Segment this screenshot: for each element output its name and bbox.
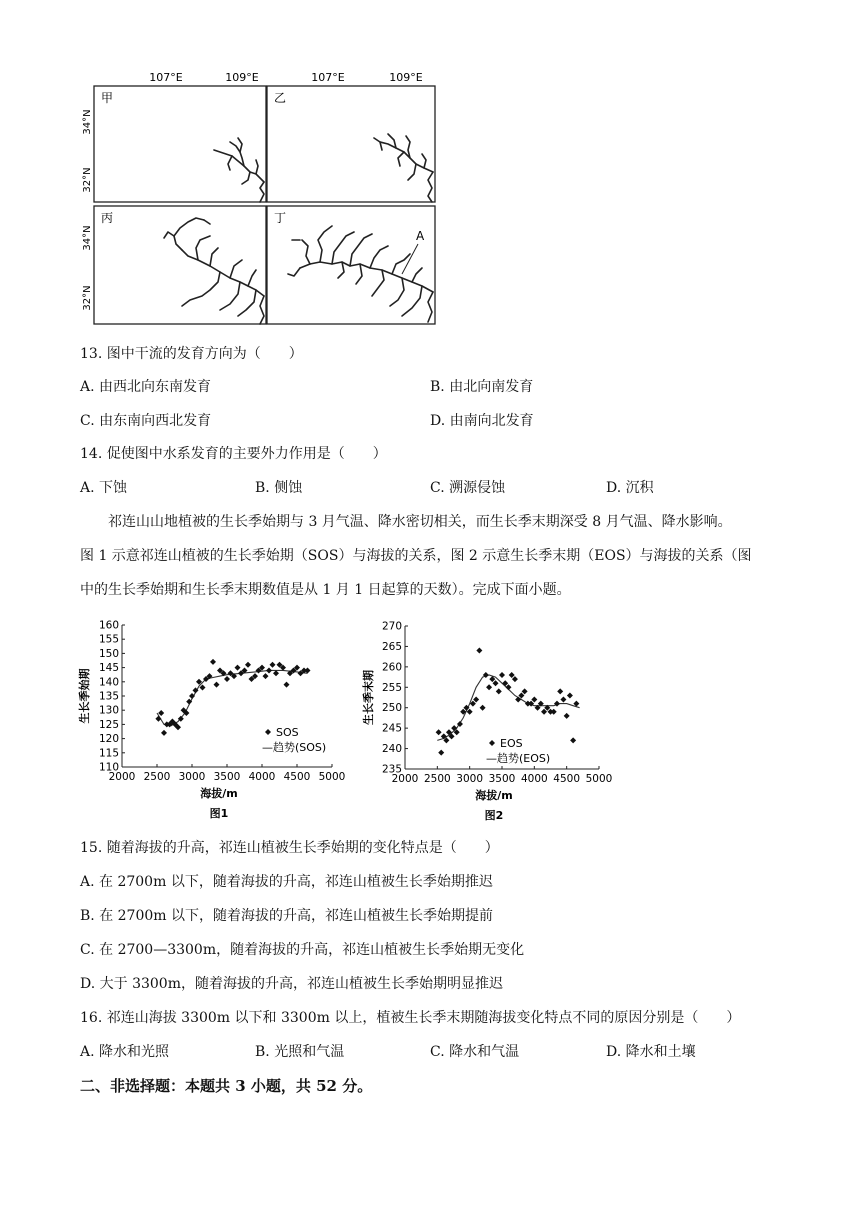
river-network-jia (214, 138, 264, 202)
data-point (522, 688, 528, 694)
data-point (436, 729, 442, 735)
x-tick-label: 4500 (283, 771, 311, 783)
data-point (158, 710, 164, 716)
x-axis-label: 海拔/m (475, 789, 513, 802)
question-13-stem: 13. 图中干流的发育方向为（ ） (80, 346, 303, 362)
x-tick-label: 4000 (520, 773, 548, 785)
data-point (473, 697, 479, 703)
panel-ding-label: 丁 (274, 211, 287, 225)
y-tick-label: 125 (98, 718, 119, 731)
data-point (480, 705, 486, 711)
y-tick-label: 115 (98, 747, 119, 760)
legend-point-marker (265, 729, 271, 735)
question-15-option-b[interactable]: B. 在 2700m 以下，随着海拔的升高，祁连山植被生长季始期提前 (80, 908, 493, 924)
data-point (245, 662, 251, 668)
x-axis-label: 海拔/m (200, 787, 238, 800)
lon-label-107-left: 107°E (149, 71, 183, 84)
data-point (496, 688, 502, 694)
x-tick-label: 3500 (213, 771, 241, 783)
river-network-yi (374, 134, 433, 202)
point-a-label: A (416, 229, 425, 243)
lon-label-107-right: 107°E (311, 71, 345, 84)
x-tick-label: 5000 (585, 773, 613, 785)
data-point (531, 697, 537, 703)
data-point (235, 665, 241, 671)
data-point (515, 697, 521, 703)
y-tick-label: 265 (381, 640, 402, 653)
question-16-option-b[interactable]: B. 光照和气温 (255, 1044, 345, 1060)
panel-jia-frame (94, 86, 266, 202)
x-tick-label: 5000 (318, 771, 346, 783)
legend-point-marker (489, 740, 495, 746)
legend-trend-label: —趋势(EOS) (486, 752, 551, 765)
river-maps (70, 64, 450, 330)
y-tick-label: 155 (98, 633, 119, 646)
data-point (266, 667, 272, 673)
lat-label-32-top: 32°N (82, 167, 93, 193)
x-tick-label: 3000 (456, 773, 484, 785)
chart-caption: 图1 (209, 807, 229, 820)
y-tick-label: 260 (381, 661, 402, 674)
panel-bing-frame (94, 206, 266, 324)
question-15-option-c[interactable]: C. 在 2700—3300m，随着海拔的升高，祁连山植被生长季始期无变化 (80, 942, 525, 958)
y-tick-label: 145 (98, 662, 119, 675)
data-point (512, 676, 518, 682)
y-axis-label: 生长季末期 (362, 670, 375, 725)
data-point (161, 730, 167, 736)
data-point (499, 672, 505, 678)
eos-elevation-chart (360, 614, 620, 824)
x-tick-label: 2000 (391, 773, 419, 785)
section-2-heading: 二、非选择题：本题共 3 小题，共 52 分。 (80, 1077, 373, 1095)
x-tick-label: 2500 (423, 773, 451, 785)
legend-points-label: SOS (276, 726, 299, 739)
data-point (270, 662, 276, 668)
y-tick-label: 140 (98, 676, 119, 689)
data-point (476, 648, 482, 654)
data-point (263, 673, 269, 679)
data-point (560, 697, 566, 703)
river-network-bing (164, 218, 264, 324)
y-tick-label: 160 (98, 619, 119, 632)
data-point (502, 680, 508, 686)
question-15-stem: 15. 随着海拔的升高，祁连山植被生长季始期的变化特点是（ ） (80, 840, 499, 856)
lon-label-109-right: 109°E (389, 71, 423, 84)
lat-label-32-bottom: 32°N (82, 285, 93, 311)
lat-label-34-top: 34°N (82, 109, 93, 135)
y-tick-label: 110 (98, 761, 119, 774)
data-point (210, 659, 216, 665)
chart-caption: 图2 (484, 809, 504, 822)
passage-line-2: 图 1 示意祁连山植被的生长季始期（SOS）与海拔的关系，图 2 示意生长季末期（EOS）与海拔的关系（图 (80, 548, 752, 564)
question-16-option-a[interactable]: A. 降水和光照 (80, 1044, 170, 1060)
data-point (284, 682, 290, 688)
question-14-option-c[interactable]: C. 溯源侵蚀 (430, 480, 506, 496)
question-14-option-b[interactable]: B. 侧蚀 (255, 480, 303, 496)
data-point (155, 716, 161, 722)
data-point (570, 737, 576, 743)
x-tick-label: 2000 (108, 771, 136, 783)
passage-line-3: 中的生长季始期和生长季末期数值是从 1 月 1 日起算的天数）。完成下面小题。 (80, 582, 571, 598)
question-13-option-b[interactable]: B. 由北向南发育 (430, 379, 534, 395)
data-point (486, 684, 492, 690)
lon-label-109-left: 109°E (225, 71, 259, 84)
data-point (214, 682, 220, 688)
sos-elevation-chart (70, 614, 360, 824)
legend-points-label: EOS (500, 737, 523, 750)
y-tick-label: 130 (98, 704, 119, 717)
x-tick-label: 2500 (143, 771, 171, 783)
data-point (467, 709, 473, 715)
x-tick-label: 3500 (488, 773, 516, 785)
data-point (551, 709, 557, 715)
y-tick-label: 240 (381, 743, 402, 756)
lat-label-34-bottom: 34°N (82, 225, 93, 251)
x-tick-label: 3000 (178, 771, 206, 783)
data-point (493, 680, 499, 686)
question-14-option-d[interactable]: D. 沉积 (606, 480, 654, 496)
y-tick-label: 235 (381, 763, 402, 776)
panel-bing-label: 丙 (101, 211, 114, 225)
question-14-option-a[interactable]: A. 下蚀 (80, 480, 128, 496)
y-tick-label: 270 (381, 620, 402, 633)
data-point (518, 692, 524, 698)
y-tick-label: 120 (98, 733, 119, 746)
y-tick-label: 150 (98, 647, 119, 660)
data-point (564, 713, 570, 719)
data-point (567, 692, 573, 698)
data-point (509, 672, 515, 678)
y-tick-label: 245 (381, 722, 402, 735)
data-point (505, 684, 511, 690)
y-axis-label: 生长季始期 (78, 668, 91, 724)
legend-trend-label: —趋势(SOS) (262, 741, 327, 754)
y-tick-label: 255 (381, 681, 402, 694)
question-13-option-c[interactable]: C. 由东南向西北发育 (80, 413, 212, 429)
question-15-option-d[interactable]: D. 大于 3300m，随着海拔的升高，祁连山植被生长季始期明显推迟 (80, 976, 503, 992)
question-16-stem: 16. 祁连山海拔 3300m 以下和 3300m 以上，植被生长季末期随海拔变化特点不同的原因分别是（ ） (80, 1010, 741, 1026)
data-point (438, 750, 444, 756)
data-point (541, 709, 547, 715)
x-tick-label: 4000 (248, 771, 276, 783)
river-network-ding (288, 226, 433, 322)
panel-yi-label: 乙 (274, 91, 287, 105)
y-tick-label: 135 (98, 690, 119, 703)
panel-jia-label: 甲 (101, 91, 114, 105)
question-16-option-d[interactable]: D. 降水和土壤 (606, 1044, 696, 1060)
question-13-option-a[interactable]: A. 由西北向东南发育 (80, 379, 212, 395)
question-13-option-d[interactable]: D. 由南向北发育 (430, 413, 534, 429)
question-15-option-a[interactable]: A. 在 2700m 以下，随着海拔的升高，祁连山植被生长季始期推迟 (80, 874, 493, 890)
question-14-stem: 14. 促使图中水系发育的主要外力作用是（ ） (80, 446, 387, 462)
question-16-option-c[interactable]: C. 降水和气温 (430, 1044, 520, 1060)
data-point (224, 676, 230, 682)
y-tick-label: 250 (381, 702, 402, 715)
data-point (273, 670, 279, 676)
passage-line-1: 祁连山山地植被的生长季始期与 3 月气温、降水密切相关，而生长季末期深受 8 月气温、降水影响。 (108, 514, 732, 530)
x-tick-label: 4500 (553, 773, 581, 785)
data-point (557, 688, 563, 694)
